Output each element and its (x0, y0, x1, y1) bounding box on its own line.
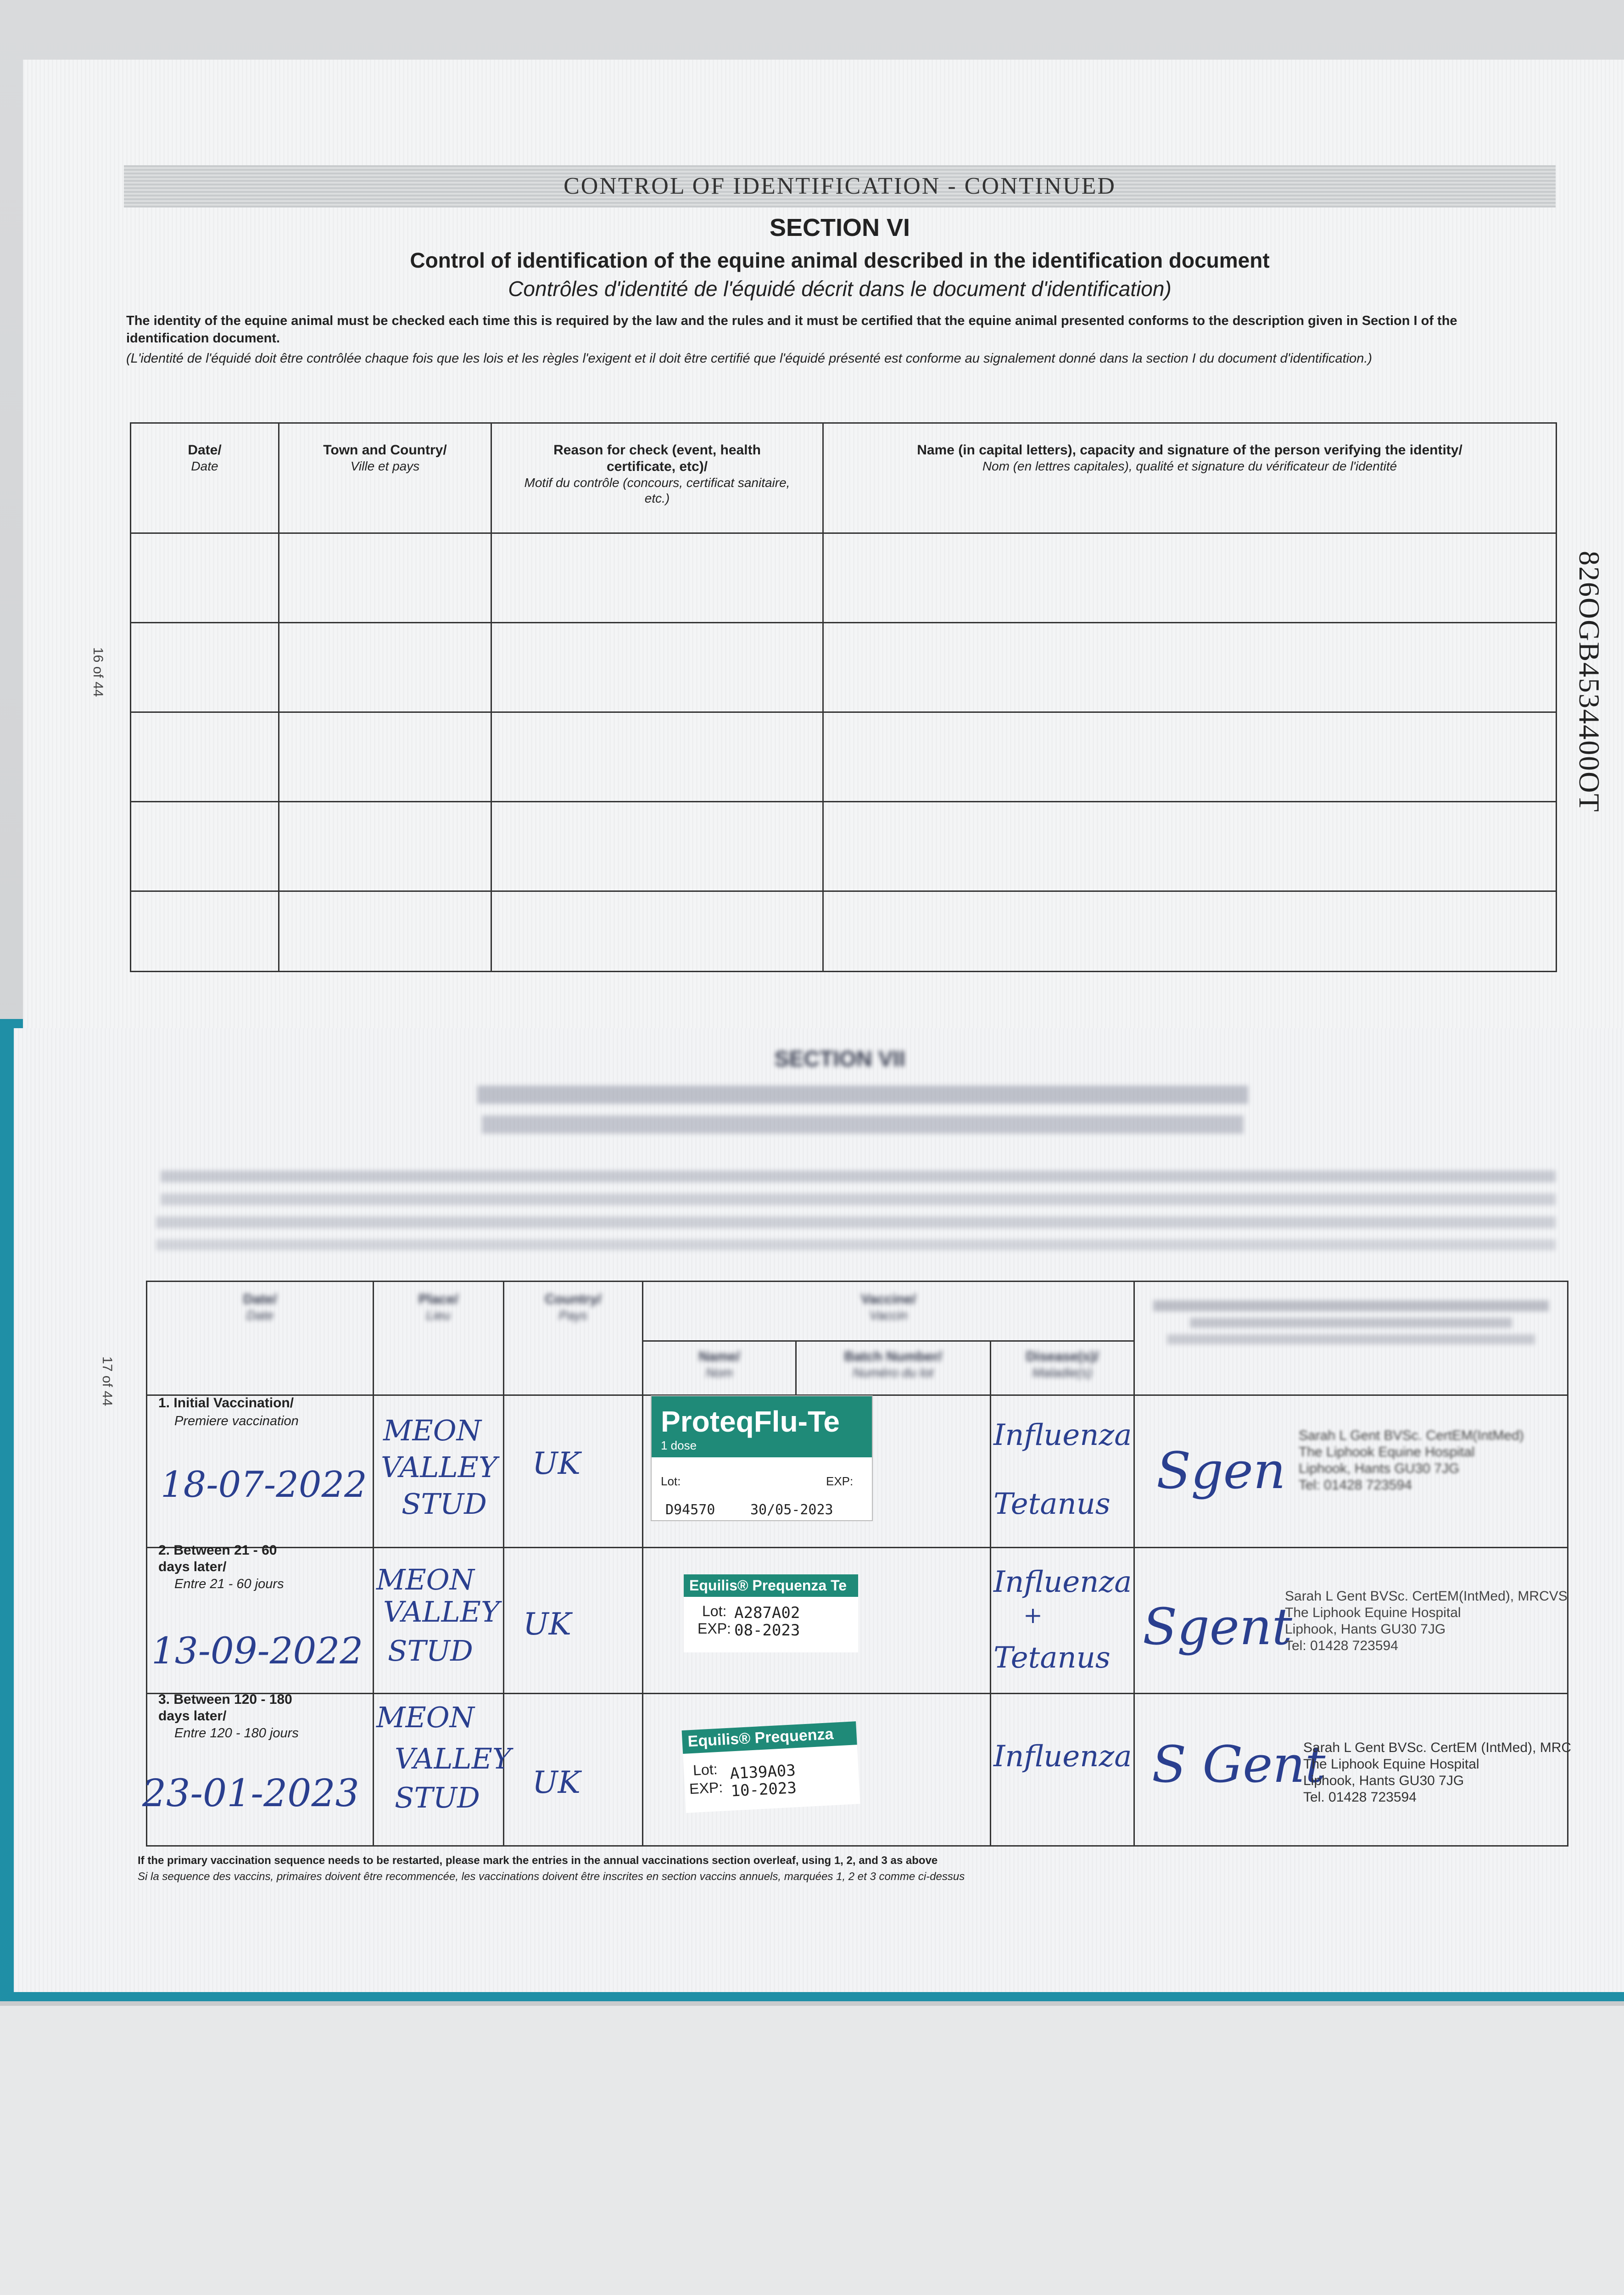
cell[interactable] (491, 802, 823, 891)
blurred-instructions (161, 1193, 1556, 1205)
blurred-section-heading: SECTION VII (774, 1047, 905, 1071)
page-number-16: 16 of 44 (90, 647, 106, 697)
cell[interactable] (491, 712, 823, 802)
blurred-title (477, 1086, 1248, 1104)
row3-place-3: STUD (395, 1781, 480, 1814)
row3-country: UK (532, 1765, 580, 1800)
stamp-line: Sarah L Gent BVSc. CertEM(IntMed), MRCVS (1285, 1589, 1568, 1604)
blurred-instructions (156, 1239, 1556, 1250)
row1-disease-2: Tetanus (993, 1487, 1111, 1521)
table-row (131, 891, 1557, 972)
row2-label-fr: Entre 21 - 60 jours (174, 1577, 284, 1591)
cell[interactable] (131, 533, 279, 623)
section-banner (124, 165, 1556, 207)
vcol-country-fr: Pays (558, 1308, 587, 1322)
blurred-practice-header (1153, 1300, 1549, 1311)
prequenza-te-lot-label: Lot: (702, 1603, 727, 1619)
cell[interactable] (491, 891, 823, 972)
blurred-instructions (161, 1170, 1556, 1182)
footnote-fr: Si la sequence des vaccins, primaires doivent être recommencée, les vaccinations doivent être inscrites en section vaccins annuels, marquées 1, 2 et 3 comme ci-dessus (138, 1870, 965, 1883)
vcol-place-en: Place/ (418, 1292, 458, 1307)
prequenza-te-lot: A287A02 (734, 1604, 800, 1622)
cell[interactable] (491, 623, 823, 712)
table-row (131, 802, 1557, 891)
cell[interactable] (279, 623, 491, 712)
vcol-batch-en: Batch Number/ (844, 1349, 942, 1364)
row3-label-en: 3. Between 120 - 180 days later/ (158, 1692, 292, 1724)
row2-label-en: 2. Between 21 - 60 days later/ (158, 1543, 277, 1574)
row1-disease-1: Influenza (993, 1418, 1132, 1452)
vcol-place-fr: Lieu (426, 1308, 451, 1322)
prequenza-exp: 10-2023 (730, 1779, 797, 1801)
section-heading: SECTION VI (769, 214, 910, 241)
table-row (131, 533, 1557, 623)
vcol-date-en: Date/ (243, 1292, 277, 1307)
row3-place-2: VALLEY (395, 1742, 511, 1775)
col-town-fr: Ville et pays (350, 459, 420, 473)
row3-label-fr: Entre 120 - 180 jours (174, 1726, 299, 1741)
row2-place-2: VALLEY (383, 1595, 500, 1629)
vcol-vaccine-fr: Vaccin (869, 1308, 908, 1322)
row2-date: 13-09-2022 (151, 1629, 363, 1672)
vcol-vaccine (643, 1282, 1134, 1341)
stamp-line: Sarah L Gent BVSc. CertEM(IntMed) (1299, 1428, 1524, 1443)
stamp-line: The Liphook Equine Hospital (1303, 1757, 1479, 1772)
vcol-disease (990, 1341, 1134, 1395)
cell[interactable] (823, 712, 1557, 802)
col-town-en: Town and Country/ (323, 442, 447, 458)
row1-signature: Sgen (1156, 1441, 1286, 1500)
col-reason-fr: Motif du contrôle (concours, certificat sanitaire, etc.) (524, 476, 790, 505)
instructions-fr: (L'identité de l'équidé doit être contrôlée chaque fois que les lois et les règles l'exigent et il doit être certifié que l'équidé présenté est conforme au signalement donné dans la section I du document d'identification.) (126, 351, 1373, 366)
vcol-date (147, 1282, 374, 1395)
banner-title: CONTROL OF IDENTIFICATION - CONTINUED (564, 173, 1116, 199)
vcol-name-en: Name/ (698, 1349, 740, 1364)
vcol-country-en: Country/ (545, 1292, 602, 1307)
table-row (131, 623, 1557, 712)
stamp-line: The Liphook Equine Hospital (1285, 1605, 1461, 1620)
proteq-exp-label: EXP: (826, 1474, 854, 1488)
blurred-subtitle (482, 1115, 1244, 1134)
cell[interactable] (823, 533, 1557, 623)
prequenza-te-exp-label: EXP: (698, 1620, 731, 1637)
passport-code: 826OGB4534400OT (1573, 551, 1606, 813)
cell[interactable] (279, 533, 491, 623)
prequenza-te-brand: Equilis® Prequenza Te (684, 1574, 858, 1597)
row3-signature: S Gent (1152, 1735, 1326, 1794)
prequenza-te-exp: 08-2023 (734, 1621, 800, 1640)
col-reason (491, 423, 823, 533)
col-date-en: Date/ (188, 442, 222, 458)
row2-place-3: STUD (388, 1634, 473, 1668)
vcol-name-fr: Nom (705, 1366, 733, 1380)
row1-stamp (1299, 1427, 1524, 1494)
cell[interactable] (491, 533, 823, 623)
row1-label-fr: Premiere vaccination (174, 1414, 299, 1428)
cell[interactable] (279, 712, 491, 802)
blurred-practice-header (1190, 1318, 1512, 1328)
vcol-name (643, 1341, 796, 1395)
stamp-line: Tel. 01428 723594 (1303, 1790, 1417, 1805)
vcol-date-fr: Date (246, 1308, 274, 1322)
cell[interactable] (131, 802, 279, 891)
stamp-line: Sarah L Gent BVSc. CertEM (IntMed), MRC (1303, 1740, 1572, 1755)
row3-disease-1: Influenza (993, 1740, 1132, 1774)
scan-margin (0, 2006, 1624, 2295)
col-verifier (823, 423, 1557, 533)
stamp-line: The Liphook Equine Hospital (1299, 1444, 1475, 1460)
cell[interactable] (131, 623, 279, 712)
blurred-instructions (156, 1216, 1556, 1228)
proteq-lot: D94570 (665, 1502, 715, 1518)
title-fr: Contrôles d'identité de l'équidé décrit dans le document d'identification) (508, 277, 1172, 301)
vaccine-label-prequenza (682, 1721, 860, 1813)
vcol-country (503, 1282, 643, 1395)
col-date (131, 423, 279, 533)
proteq-exp: 30/05-2023 (750, 1502, 833, 1518)
stamp-line: Tel: 01428 723594 (1285, 1638, 1398, 1653)
footnote-en: If the primary vaccination sequence needs to be restarted, please mark the entries in the annual vaccinations section overleaf, using 1, 2, and 3 as above (138, 1854, 938, 1867)
row1-place-1: MEON (383, 1414, 481, 1447)
row3-place-1: MEON (376, 1701, 474, 1734)
stamp-line: Liphook, Hants GU30 7JG (1285, 1622, 1446, 1637)
cell[interactable] (823, 891, 1557, 972)
col-date-fr: Date (191, 459, 218, 473)
row2-stamp (1285, 1588, 1568, 1654)
cell[interactable] (279, 802, 491, 891)
row2-disease-2: Tetanus (993, 1641, 1111, 1675)
vcol-practice (1134, 1282, 1568, 1395)
col-verifier-fr: Nom (en lettres capitales), qualité et signature du vérificateur de l'identité (982, 459, 1397, 473)
proteq-dose: 1 dose (661, 1439, 697, 1452)
row2-place-1: MEON (376, 1563, 474, 1596)
col-verifier-en: Name (in capital letters), capacity and signature of the person verifying the identity/ (917, 442, 1462, 458)
vcol-vaccine-en: Vaccine/ (861, 1292, 916, 1307)
title-en: Control of identification of the equine animal described in the identification document (410, 248, 1270, 272)
table-row (131, 712, 1557, 802)
row2-disease-plus: + (1023, 1602, 1043, 1629)
proteq-brand: ProteqFlu-Te (661, 1405, 840, 1438)
cell[interactable] (131, 891, 279, 972)
cell[interactable] (279, 891, 491, 972)
vcol-batch (796, 1341, 990, 1395)
vaccine-label-prequenza-te (684, 1574, 858, 1652)
cell[interactable] (823, 623, 1557, 712)
row1-place-2: VALLEY (381, 1450, 497, 1484)
row2-disease-1: Influenza (993, 1565, 1132, 1599)
instructions-en: The identity of the equine animal must be checked each time this is required by the law and the rules and it must be certified that the equine animal presented conforms to the description given in Section I of the identification document. (126, 313, 1457, 346)
cell[interactable] (131, 712, 279, 802)
vcol-disease-en: Disease(s)/ (1026, 1349, 1099, 1364)
row3-stamp (1303, 1740, 1571, 1806)
prequenza-exp-label: EXP: (689, 1779, 723, 1797)
row3-date: 23-01-2023 (142, 1772, 359, 1815)
col-town (279, 423, 491, 533)
prequenza-lot: A139A03 (729, 1761, 796, 1783)
table-header-row (147, 1282, 1568, 1341)
identity-check-table (130, 422, 1557, 972)
prequenza-brand: Equilis® Prequenza (682, 1721, 857, 1754)
vcol-place (373, 1282, 503, 1395)
row2-country: UK (523, 1606, 571, 1642)
prequenza-lot-label: Lot: (692, 1761, 718, 1779)
stamp-line: Tel: 01428 723594 (1299, 1478, 1412, 1493)
col-reason-en: Reason for check (event, health certificate, etc)/ (553, 442, 761, 474)
proteq-header (652, 1396, 872, 1457)
stamp-line: Liphook, Hants GU30 7JG (1299, 1461, 1460, 1476)
stamp-line: Liphook, Hants GU30 7JG (1303, 1773, 1464, 1788)
row1-label-en: 1. Initial Vaccination/ (158, 1395, 294, 1411)
vaccine-label-proteq (651, 1395, 873, 1521)
table-header-row (131, 423, 1557, 533)
blurred-practice-header (1167, 1334, 1535, 1344)
vcol-batch-fr: Numéro du lot (853, 1366, 934, 1380)
cell[interactable] (823, 802, 1557, 891)
row1-country: UK (532, 1446, 580, 1481)
proteq-lot-label: Lot: (661, 1474, 681, 1488)
row1-place-3: STUD (402, 1487, 487, 1521)
row1-date: 18-07-2022 (161, 1464, 367, 1506)
page-number-17: 17 of 44 (100, 1356, 115, 1406)
row2-signature: Sgent (1143, 1597, 1292, 1656)
vcol-disease-fr: Maladie(s) (1032, 1366, 1093, 1380)
